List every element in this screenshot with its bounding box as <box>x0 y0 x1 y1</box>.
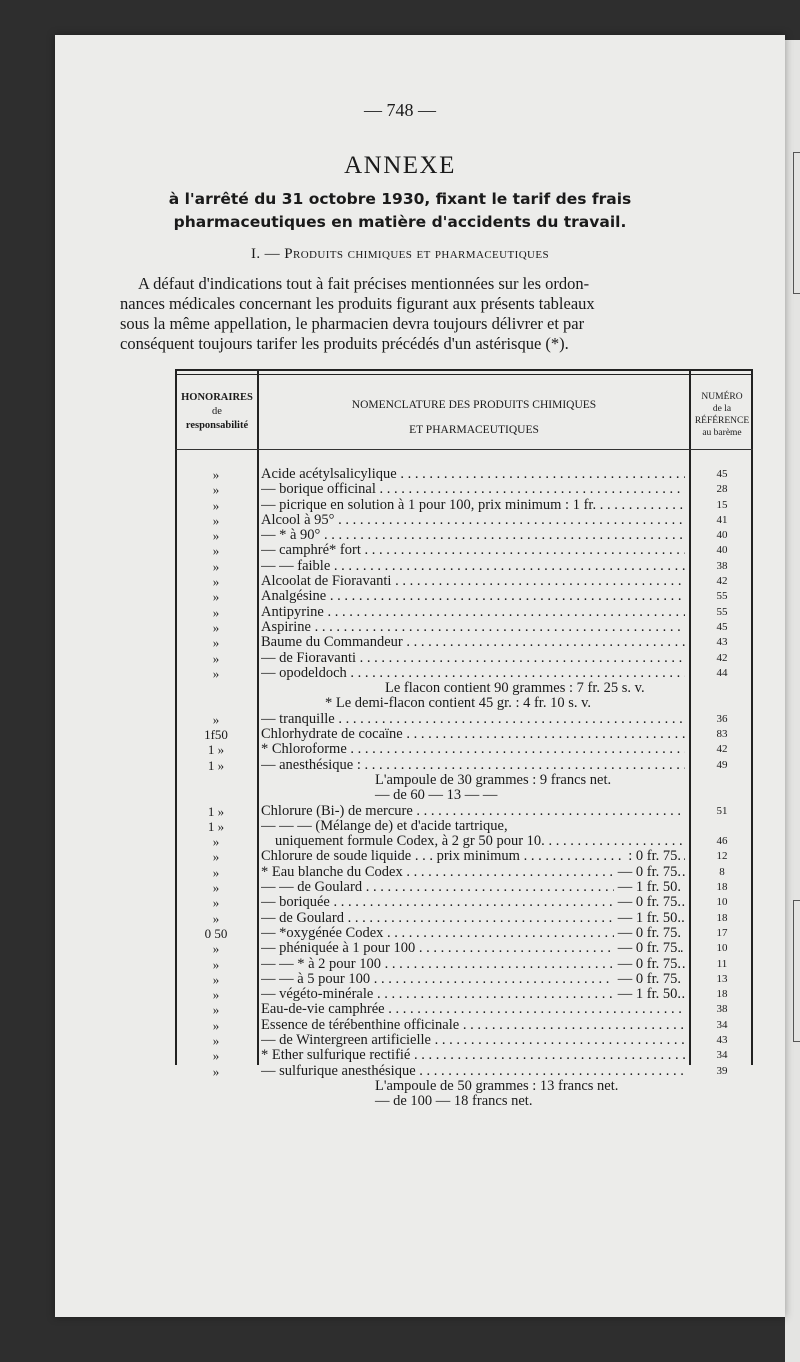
reference-cell: 46 <box>716 835 728 848</box>
header-nomenclature <box>259 393 689 443</box>
honoraires-cell: 1 » <box>207 742 225 758</box>
table-row <box>175 1033 753 1048</box>
header-text: responsabilité <box>185 420 249 431</box>
product-name: Essence de térébenthine officinale <box>261 1017 460 1033</box>
reference-cell: 40 <box>716 529 728 542</box>
product-name: L'ampoule de 50 grammes : 13 francs net. <box>375 1078 619 1094</box>
product-cell <box>261 605 685 620</box>
page-number: — 748 — <box>364 100 436 120</box>
table-row <box>175 880 753 895</box>
reference-cell: 42 <box>716 651 728 664</box>
product-cell <box>261 895 685 910</box>
table-row <box>175 589 753 604</box>
product-cell <box>261 543 685 558</box>
product-cell <box>261 1018 685 1033</box>
header-honoraires <box>177 391 257 433</box>
product-name: — *oxygénée Codex <box>261 925 384 941</box>
product-cell <box>261 559 685 574</box>
product-name: — de Goulard <box>261 910 344 926</box>
section-title: Produits chimiques et pharmaceutiques <box>284 246 550 262</box>
product-cell <box>261 1079 685 1094</box>
price-cell: — 1 fr. 50. <box>614 880 681 895</box>
product-name: Eau-de-vie camphrée <box>261 1002 385 1018</box>
product-cell <box>261 773 685 788</box>
honoraires-cell: 0 50 <box>204 925 228 941</box>
table-row <box>175 742 753 757</box>
table-row <box>175 1094 753 1109</box>
table-row <box>175 1064 753 1079</box>
reference-cell: 43 <box>716 636 728 649</box>
reference-cell: 34 <box>716 1018 728 1031</box>
table-row <box>175 926 753 941</box>
product-name: — sulfurique anesthésique <box>261 1063 416 1079</box>
table-top-rule <box>175 369 753 371</box>
table-row <box>175 834 753 849</box>
product-name: L'ampoule de 30 grammes : 9 francs net. <box>375 772 612 788</box>
honoraires-cell: » <box>212 895 220 911</box>
reference-cell: 12 <box>716 850 728 863</box>
honoraires-cell: » <box>212 512 220 528</box>
product-cell <box>261 911 685 926</box>
product-cell <box>261 788 685 803</box>
table-row <box>175 666 753 681</box>
header-numero <box>691 391 753 439</box>
table-row <box>175 758 753 773</box>
product-name: — boriquée <box>261 895 330 911</box>
reference-cell: 55 <box>716 605 728 618</box>
product-cell <box>261 849 685 864</box>
table-row <box>175 651 753 666</box>
product-name: * Le demi-flacon contient 45 gr. : 4 fr. 10 s. v. <box>325 696 592 712</box>
honoraires-cell: » <box>212 589 220 605</box>
product-cell <box>261 620 685 635</box>
product-cell <box>261 712 685 727</box>
product-name: — anesthésique : <box>261 757 361 773</box>
honoraires-cell: » <box>212 1032 220 1048</box>
table-row <box>175 987 753 1002</box>
header-text: ET PHARMACEUTIQUES <box>409 424 539 436</box>
reference-cell: 44 <box>716 666 728 679</box>
honoraires-cell: » <box>212 1002 220 1018</box>
reference-cell: 15 <box>716 498 728 511</box>
product-cell <box>261 742 685 757</box>
price-cell: — 0 fr. 75. <box>614 941 681 956</box>
product-name: Aspirine <box>261 619 311 635</box>
reference-cell: 18 <box>716 988 728 1001</box>
table-row <box>175 681 753 696</box>
subtitle <box>0 188 800 234</box>
table-top-rule <box>175 374 753 375</box>
honoraires-cell: » <box>212 849 220 865</box>
product-cell <box>261 804 685 819</box>
header-text: HONORAIRES <box>181 392 253 403</box>
honoraires-cell: 1 » <box>207 757 225 773</box>
product-name: * Chloroforme <box>261 742 347 758</box>
table-row <box>175 849 753 864</box>
header-text: de <box>212 406 222 417</box>
honoraires-cell: » <box>212 467 220 482</box>
honoraires-cell: » <box>212 635 220 651</box>
intro-line: sous la même appellation, le pharmacien devra toujours délivrer et par <box>120 314 585 333</box>
honoraires-cell: » <box>212 543 220 559</box>
product-cell <box>261 681 685 696</box>
reference-cell: 18 <box>716 881 728 894</box>
honoraires-cell: » <box>212 711 220 727</box>
price-cell: : 0 fr. 75. <box>624 849 681 864</box>
honoraires-cell: » <box>212 910 220 926</box>
next-page-edge <box>785 40 800 1362</box>
product-name: — — — (Mélange de) et d'acide tartrique, <box>261 818 508 834</box>
product-cell <box>261 589 685 604</box>
product-cell <box>261 926 685 941</box>
product-cell <box>261 574 685 589</box>
reference-cell: 55 <box>716 590 728 603</box>
product-name: Le flacon contient 90 grammes : 7 fr. 25 s. v. <box>385 681 645 697</box>
product-cell <box>261 727 685 742</box>
reference-cell: 45 <box>716 468 728 480</box>
product-cell <box>261 957 685 972</box>
table-row <box>175 513 753 528</box>
product-cell <box>261 467 685 482</box>
product-name: Chlorure de soude liquide . . . prix minimum <box>261 849 520 865</box>
price-cell: — 1 fr. 50. <box>614 987 681 1002</box>
honoraires-cell: » <box>212 650 220 666</box>
honoraires-cell: » <box>212 971 220 987</box>
section-heading <box>0 246 800 263</box>
intro-line: conséquent toujours tarifer les produits précédés d'un astérisque (*). <box>120 334 569 353</box>
table-row <box>175 804 753 819</box>
product-name: — borique officinal <box>261 482 376 498</box>
reference-cell: 49 <box>716 758 728 771</box>
product-cell <box>261 972 685 987</box>
product-cell <box>261 513 685 528</box>
honoraires-cell: » <box>212 604 220 620</box>
table-row <box>175 635 753 650</box>
product-name: — de Wintergreen artificielle <box>261 1032 431 1048</box>
table-row <box>175 941 753 956</box>
table-row <box>175 819 753 834</box>
table-row <box>175 957 753 972</box>
table-row <box>175 911 753 926</box>
product-name: Antipyrine <box>261 604 324 620</box>
table-row <box>175 1048 753 1063</box>
product-cell <box>261 1002 685 1017</box>
product-cell <box>261 941 685 956</box>
reference-cell: 43 <box>716 1033 728 1046</box>
product-name: — — faible <box>261 558 331 574</box>
price-cell: — 0 fr. 75. <box>614 895 681 910</box>
reference-cell: 40 <box>716 544 728 557</box>
price-cell: — 1 fr. 50. <box>614 911 681 926</box>
header-text: NUMÉRO <box>701 392 743 402</box>
reference-cell: 34 <box>716 1049 728 1062</box>
table-row <box>175 696 753 711</box>
reference-cell: 38 <box>716 1003 728 1016</box>
product-cell <box>261 865 685 880</box>
reference-cell: 41 <box>716 513 728 526</box>
product-name: — tranquille <box>261 711 335 727</box>
tariff-table <box>175 369 753 1110</box>
honoraires-cell: » <box>212 619 220 635</box>
table-row <box>175 498 753 513</box>
table-row <box>175 559 753 574</box>
product-name: Alcool à 95° <box>261 512 335 528</box>
product-name: — végéto-minérale <box>261 987 374 1003</box>
product-name: — picrique en solution à 1 pour 100, prix minimum : 1 fr. <box>261 497 597 513</box>
reference-cell: 28 <box>716 483 728 496</box>
table-row <box>175 1018 753 1033</box>
reference-cell: 36 <box>716 712 728 725</box>
honoraires-cell: 1 » <box>207 818 225 834</box>
honoraires-cell: » <box>212 1063 220 1079</box>
product-name: — * à 90° <box>261 528 321 544</box>
honoraires-cell: » <box>212 880 220 896</box>
table-body <box>175 467 753 1109</box>
product-cell <box>261 880 685 895</box>
reference-cell: 13 <box>716 972 728 985</box>
product-name: Chlorhydrate de cocaïne <box>261 727 403 743</box>
intro-line: A défaut d'indications tout à fait précises mentionnées sur les ordon- <box>138 274 590 293</box>
reference-cell: 38 <box>716 559 728 572</box>
table-row <box>175 482 753 497</box>
annexe-title: ANNEXE <box>344 152 456 179</box>
subtitle-line-2: pharmaceutiques en matière d'accidents du travail. <box>173 213 627 231</box>
table-row <box>175 712 753 727</box>
product-name: — phéniquée à 1 pour 100 <box>261 941 416 957</box>
intro-line: nances médicales concernant les produits figurant aux présents tableaux <box>120 294 595 313</box>
product-name: — de Fioravanti <box>261 650 357 666</box>
table-row <box>175 605 753 620</box>
reference-cell: 10 <box>716 942 728 955</box>
product-cell <box>261 1094 685 1109</box>
product-cell <box>261 987 685 1002</box>
header-text: NOMENCLATURE DES PRODUITS CHIMIQUES <box>351 399 597 411</box>
table-row <box>175 773 753 788</box>
product-name: — camphré* fort <box>261 543 361 559</box>
honoraires-cell: » <box>212 941 220 957</box>
product-cell <box>261 1048 685 1063</box>
honoraires-cell: » <box>212 665 220 681</box>
edge-mark <box>793 900 800 1042</box>
reference-cell: 11 <box>716 957 728 970</box>
price-cell: — 0 fr. 75. <box>614 972 681 987</box>
header-text: au barème <box>702 428 742 438</box>
reference-cell: 18 <box>716 911 728 924</box>
product-name: * Eau blanche du Codex <box>261 864 403 880</box>
reference-cell: 51 <box>716 804 728 817</box>
product-cell <box>261 696 685 711</box>
table-row <box>175 865 753 880</box>
honoraires-cell: » <box>212 558 220 574</box>
table-row <box>175 727 753 742</box>
product-cell <box>261 482 685 497</box>
table-row <box>175 895 753 910</box>
product-cell <box>261 666 685 681</box>
product-name: — de 60 — 13 — — <box>375 788 498 804</box>
honoraires-cell: 1f50 <box>204 727 228 743</box>
price-cell: — 0 fr. 75. <box>614 865 681 880</box>
header-separator <box>175 449 753 450</box>
product-name: uniquement formule Codex, à 2 gr 50 pour 10. <box>275 834 545 850</box>
product-cell <box>261 834 685 849</box>
product-name: Alcoolat de Fioravanti <box>261 574 392 590</box>
reference-cell: 83 <box>716 728 728 741</box>
reference-cell: 42 <box>716 575 728 588</box>
product-cell <box>261 498 685 513</box>
honoraires-cell: » <box>212 528 220 544</box>
product-name: — opodeldoch <box>261 665 347 681</box>
product-name: — — de Goulard <box>261 880 363 896</box>
product-cell <box>261 528 685 543</box>
table-row <box>175 1002 753 1017</box>
section-number: I. — <box>250 246 281 262</box>
subtitle-line-1: à l'arrêté du 31 octobre 1930, fixant le tarif des frais <box>168 190 632 208</box>
reference-cell: 45 <box>716 620 728 633</box>
reference-cell: 8 <box>719 865 725 878</box>
honoraires-cell: » <box>212 956 220 972</box>
price-cell: — 0 fr. 75. <box>614 957 681 972</box>
honoraires-cell: » <box>212 864 220 880</box>
product-name: Chlorure (Bi-) de mercure <box>261 803 413 819</box>
table-row <box>175 1079 753 1094</box>
reference-cell: 42 <box>716 743 728 756</box>
honoraires-cell: » <box>212 834 220 850</box>
product-name: Baume du Commandeur <box>261 635 403 651</box>
product-name: * Ether sulfurique rectifié <box>261 1048 411 1064</box>
product-cell <box>261 758 685 773</box>
table-row <box>175 574 753 589</box>
product-cell <box>261 1064 685 1079</box>
price-cell: — 0 fr. 75. <box>614 926 681 941</box>
table-row <box>175 620 753 635</box>
table-row <box>175 972 753 987</box>
honoraires-cell: » <box>212 497 220 513</box>
product-name: Analgésine <box>261 589 327 605</box>
reference-cell: 10 <box>716 896 728 909</box>
product-name: — de 100 — 18 francs net. <box>375 1094 533 1110</box>
table-row <box>175 543 753 558</box>
header-text: RÉFÉRENCE <box>694 416 750 426</box>
reference-cell: 39 <box>716 1064 728 1077</box>
product-cell <box>261 651 685 666</box>
header-text: de la <box>712 404 732 414</box>
product-name: — — * à 2 pour 100 <box>261 956 382 972</box>
table-row <box>175 528 753 543</box>
honoraires-cell: » <box>212 987 220 1003</box>
product-name: — — à 5 pour 100 <box>261 971 371 987</box>
table-row <box>175 788 753 803</box>
honoraires-cell: » <box>212 1048 220 1064</box>
intro-paragraph <box>120 274 752 354</box>
product-cell <box>261 1033 685 1048</box>
product-cell <box>261 819 685 834</box>
reference-cell: 17 <box>716 926 728 939</box>
honoraires-cell: » <box>212 482 220 498</box>
product-cell <box>261 635 685 650</box>
honoraires-cell: » <box>212 1017 220 1033</box>
product-name: Acide acétylsalicylique <box>261 467 397 482</box>
honoraires-cell: 1 » <box>207 803 225 819</box>
honoraires-cell: » <box>212 574 220 590</box>
table-row <box>175 467 753 482</box>
